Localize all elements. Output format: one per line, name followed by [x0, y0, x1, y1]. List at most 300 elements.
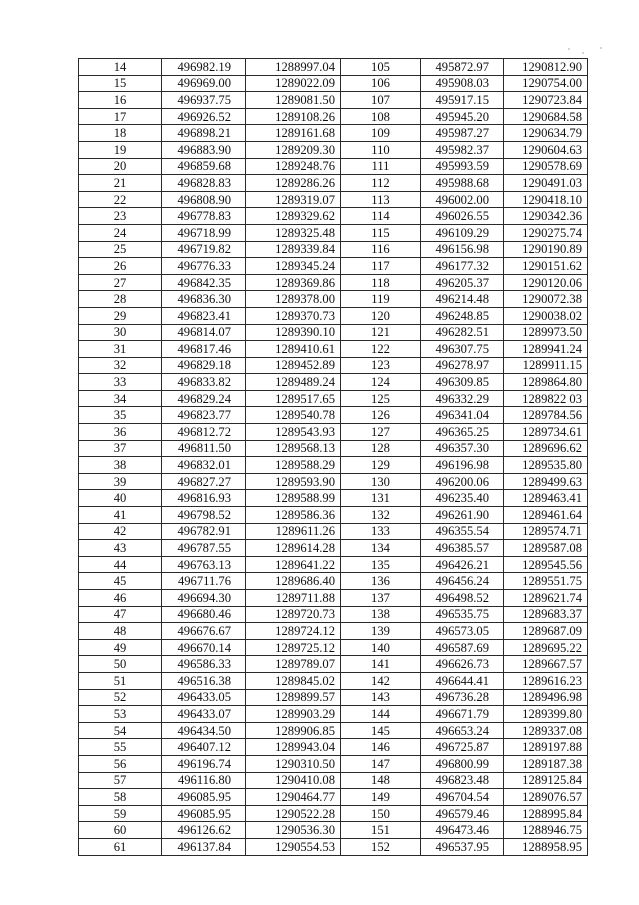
cell-y-coordinate: 1289076.57	[504, 789, 588, 806]
table-row	[79, 755, 588, 772]
cell-x-coordinate: 496537.95	[421, 838, 504, 855]
cell-y-coordinate: 1289108.26	[246, 108, 341, 125]
cell-point-number: 127	[341, 424, 421, 441]
cell-y-coordinate: 1290151.62	[504, 258, 588, 275]
cell-x-coordinate: 496823.77	[162, 407, 246, 424]
cell-point-number: 117	[341, 258, 421, 275]
cell-x-coordinate: 496898.21	[162, 125, 246, 142]
cell-x-coordinate: 496836.30	[162, 291, 246, 308]
cell-x-coordinate: 495917.15	[421, 92, 504, 109]
cell-y-coordinate: 1289551.75	[504, 573, 588, 590]
cell-point-number: 152	[341, 838, 421, 855]
cell-x-coordinate: 496883.90	[162, 141, 246, 158]
cell-point-number: 47	[79, 606, 162, 623]
cell-y-coordinate: 1289720.73	[246, 606, 341, 623]
cell-point-number: 138	[341, 606, 421, 623]
table-row	[79, 540, 588, 557]
cell-y-coordinate: 1289911.15	[504, 357, 588, 374]
table-row	[79, 424, 588, 441]
cell-y-coordinate: 1289499.63	[504, 473, 588, 490]
cell-x-coordinate: 496827.27	[162, 473, 246, 490]
cell-y-coordinate: 1290754.00	[504, 75, 588, 92]
table-row	[79, 739, 588, 756]
cell-y-coordinate: 1290536.30	[246, 822, 341, 839]
table-row	[79, 258, 588, 275]
scan-speck	[600, 47, 602, 49]
cell-y-coordinate: 1289667.57	[504, 656, 588, 673]
table-row	[79, 241, 588, 258]
cell-y-coordinate: 1289319.07	[246, 191, 341, 208]
cell-x-coordinate: 496969.00	[162, 75, 246, 92]
cell-point-number: 36	[79, 424, 162, 441]
table-row	[79, 457, 588, 474]
cell-point-number: 52	[79, 689, 162, 706]
cell-x-coordinate: 496763.13	[162, 556, 246, 573]
cell-x-coordinate: 496282.51	[421, 324, 504, 341]
cell-x-coordinate: 496579.46	[421, 805, 504, 822]
cell-y-coordinate: 1289197.88	[504, 739, 588, 756]
cell-y-coordinate: 1290723.84	[504, 92, 588, 109]
scan-speck	[568, 48, 570, 50]
cell-y-coordinate: 1289574.71	[504, 523, 588, 540]
cell-y-coordinate: 1290038.02	[504, 307, 588, 324]
table-row	[79, 573, 588, 590]
cell-point-number: 40	[79, 490, 162, 507]
cell-x-coordinate: 496926.52	[162, 108, 246, 125]
cell-x-coordinate: 496832.01	[162, 457, 246, 474]
cell-x-coordinate: 496736.28	[421, 689, 504, 706]
cell-x-coordinate: 496833.82	[162, 374, 246, 391]
cell-point-number: 119	[341, 291, 421, 308]
cell-x-coordinate: 496671.79	[421, 706, 504, 723]
table-row	[79, 623, 588, 640]
cell-point-number: 37	[79, 440, 162, 457]
cell-point-number: 125	[341, 390, 421, 407]
cell-y-coordinate: 1290604.63	[504, 141, 588, 158]
table-row	[79, 805, 588, 822]
cell-x-coordinate: 496817.46	[162, 341, 246, 358]
cell-point-number: 21	[79, 175, 162, 192]
cell-point-number: 136	[341, 573, 421, 590]
cell-x-coordinate: 495993.59	[421, 158, 504, 175]
table-row	[79, 307, 588, 324]
cell-point-number: 111	[341, 158, 421, 175]
cell-x-coordinate: 496829.24	[162, 390, 246, 407]
cell-x-coordinate: 496235.40	[421, 490, 504, 507]
cell-y-coordinate: 1290410.08	[246, 772, 341, 789]
cell-point-number: 126	[341, 407, 421, 424]
cell-x-coordinate: 496177.32	[421, 258, 504, 275]
cell-y-coordinate: 1289845.02	[246, 672, 341, 689]
table-row	[79, 722, 588, 739]
cell-x-coordinate: 496433.07	[162, 706, 246, 723]
cell-x-coordinate: 496341.04	[421, 407, 504, 424]
cell-x-coordinate: 496586.33	[162, 656, 246, 673]
cell-point-number: 31	[79, 341, 162, 358]
cell-x-coordinate: 496085.95	[162, 805, 246, 822]
cell-point-number: 115	[341, 224, 421, 241]
table-row	[79, 407, 588, 424]
cell-point-number: 24	[79, 224, 162, 241]
cell-point-number: 29	[79, 307, 162, 324]
cell-x-coordinate: 496214.48	[421, 291, 504, 308]
cell-y-coordinate: 1290491.03	[504, 175, 588, 192]
cell-point-number: 147	[341, 755, 421, 772]
cell-y-coordinate: 1289611.26	[246, 523, 341, 540]
cell-y-coordinate: 1289696.62	[504, 440, 588, 457]
cell-y-coordinate: 1289452.89	[246, 357, 341, 374]
cell-point-number: 116	[341, 241, 421, 258]
cell-y-coordinate: 1289378.00	[246, 291, 341, 308]
cell-point-number: 114	[341, 208, 421, 225]
cell-point-number: 120	[341, 307, 421, 324]
cell-x-coordinate: 496355.54	[421, 523, 504, 540]
cell-y-coordinate: 1289587.08	[504, 540, 588, 557]
table-row	[79, 507, 588, 524]
cell-point-number: 34	[79, 390, 162, 407]
cell-y-coordinate: 1288958.95	[504, 838, 588, 855]
cell-y-coordinate: 1289461.64	[504, 507, 588, 524]
table-row	[79, 772, 588, 789]
cell-y-coordinate: 1290464.77	[246, 789, 341, 806]
table-row	[79, 706, 588, 723]
cell-x-coordinate: 496357.30	[421, 440, 504, 457]
cell-y-coordinate: 1290418.10	[504, 191, 588, 208]
cell-x-coordinate: 496573.05	[421, 623, 504, 640]
cell-x-coordinate: 495988.68	[421, 175, 504, 192]
cell-y-coordinate: 1289329.62	[246, 208, 341, 225]
cell-point-number: 122	[341, 341, 421, 358]
cell-point-number: 112	[341, 175, 421, 192]
cell-y-coordinate: 1289496.98	[504, 689, 588, 706]
cell-y-coordinate: 1290578.69	[504, 158, 588, 175]
cell-y-coordinate: 1289543.93	[246, 424, 341, 441]
table-row	[79, 324, 588, 341]
cell-y-coordinate: 1289540.78	[246, 407, 341, 424]
cell-x-coordinate: 496859.68	[162, 158, 246, 175]
cell-point-number: 142	[341, 672, 421, 689]
cell-x-coordinate: 496823.41	[162, 307, 246, 324]
cell-point-number: 129	[341, 457, 421, 474]
cell-x-coordinate: 496126.62	[162, 822, 246, 839]
cell-y-coordinate: 1289022.09	[246, 75, 341, 92]
scan-speck	[582, 52, 584, 54]
cell-y-coordinate: 1289489.24	[246, 374, 341, 391]
cell-y-coordinate: 1289209.30	[246, 141, 341, 158]
cell-point-number: 46	[79, 590, 162, 607]
cell-x-coordinate: 496653.24	[421, 722, 504, 739]
cell-x-coordinate: 496842.35	[162, 274, 246, 291]
cell-point-number: 134	[341, 540, 421, 557]
cell-point-number: 107	[341, 92, 421, 109]
cell-point-number: 130	[341, 473, 421, 490]
cell-x-coordinate: 496823.48	[421, 772, 504, 789]
cell-x-coordinate: 496937.75	[162, 92, 246, 109]
cell-point-number: 14	[79, 59, 162, 76]
cell-x-coordinate: 495945.20	[421, 108, 504, 125]
cell-x-coordinate: 496798.52	[162, 507, 246, 524]
cell-x-coordinate: 496456.24	[421, 573, 504, 590]
cell-x-coordinate: 496365.25	[421, 424, 504, 441]
cell-y-coordinate: 1289683.37	[504, 606, 588, 623]
cell-point-number: 19	[79, 141, 162, 158]
cell-y-coordinate: 1289711.88	[246, 590, 341, 607]
cell-point-number: 132	[341, 507, 421, 524]
cell-point-number: 28	[79, 291, 162, 308]
cell-x-coordinate: 496800.99	[421, 755, 504, 772]
cell-x-coordinate: 496109.29	[421, 224, 504, 241]
cell-point-number: 105	[341, 59, 421, 76]
table-row	[79, 473, 588, 490]
table-row	[79, 639, 588, 656]
table-row	[79, 390, 588, 407]
cell-x-coordinate: 496261.90	[421, 507, 504, 524]
cell-point-number: 57	[79, 772, 162, 789]
cell-y-coordinate: 1289789.07	[246, 656, 341, 673]
cell-point-number: 23	[79, 208, 162, 225]
cell-point-number: 143	[341, 689, 421, 706]
table-row	[79, 75, 588, 92]
cell-point-number: 41	[79, 507, 162, 524]
cell-y-coordinate: 1289906.85	[246, 722, 341, 739]
cell-point-number: 58	[79, 789, 162, 806]
cell-point-number: 38	[79, 457, 162, 474]
cell-point-number: 109	[341, 125, 421, 142]
cell-y-coordinate: 1289339.84	[246, 241, 341, 258]
coordinates-table-body	[79, 59, 588, 856]
table-row	[79, 224, 588, 241]
cell-point-number: 53	[79, 706, 162, 723]
table-row	[79, 175, 588, 192]
table-row	[79, 556, 588, 573]
cell-y-coordinate: 1290554.53	[246, 838, 341, 855]
cell-y-coordinate: 1289695.22	[504, 639, 588, 656]
cell-point-number: 108	[341, 108, 421, 125]
table-row	[79, 838, 588, 855]
cell-point-number: 150	[341, 805, 421, 822]
cell-point-number: 43	[79, 540, 162, 557]
cell-y-coordinate: 1289616.23	[504, 672, 588, 689]
cell-x-coordinate: 496205.37	[421, 274, 504, 291]
table-row	[79, 656, 588, 673]
table-row	[79, 523, 588, 540]
cell-x-coordinate: 496778.83	[162, 208, 246, 225]
cell-y-coordinate: 1289903.29	[246, 706, 341, 723]
cell-x-coordinate: 496535.75	[421, 606, 504, 623]
cell-point-number: 113	[341, 191, 421, 208]
cell-point-number: 61	[79, 838, 162, 855]
cell-point-number: 59	[79, 805, 162, 822]
table-row	[79, 822, 588, 839]
cell-y-coordinate: 1289687.09	[504, 623, 588, 640]
cell-point-number: 131	[341, 490, 421, 507]
cell-point-number: 26	[79, 258, 162, 275]
cell-y-coordinate: 1290275.74	[504, 224, 588, 241]
cell-x-coordinate: 496829.18	[162, 357, 246, 374]
cell-x-coordinate: 496680.46	[162, 606, 246, 623]
cell-y-coordinate: 1288995.84	[504, 805, 588, 822]
cell-y-coordinate: 1289345.24	[246, 258, 341, 275]
cell-y-coordinate: 1289517.65	[246, 390, 341, 407]
cell-x-coordinate: 496434.50	[162, 722, 246, 739]
cell-x-coordinate: 496718.99	[162, 224, 246, 241]
cell-x-coordinate: 496498.52	[421, 590, 504, 607]
cell-y-coordinate: 1289125.84	[504, 772, 588, 789]
table-row	[79, 590, 588, 607]
cell-point-number: 16	[79, 92, 162, 109]
cell-y-coordinate: 1289725.12	[246, 639, 341, 656]
cell-y-coordinate: 1290190.89	[504, 241, 588, 258]
cell-x-coordinate: 496309.85	[421, 374, 504, 391]
cell-x-coordinate: 496725.87	[421, 739, 504, 756]
cell-point-number: 135	[341, 556, 421, 573]
cell-x-coordinate: 496156.98	[421, 241, 504, 258]
table-row	[79, 789, 588, 806]
cell-point-number: 30	[79, 324, 162, 341]
cell-point-number: 39	[79, 473, 162, 490]
cell-point-number: 110	[341, 141, 421, 158]
cell-point-number: 18	[79, 125, 162, 142]
cell-x-coordinate: 496626.73	[421, 656, 504, 673]
cell-point-number: 51	[79, 672, 162, 689]
cell-x-coordinate: 496407.12	[162, 739, 246, 756]
cell-x-coordinate: 496670.14	[162, 639, 246, 656]
cell-y-coordinate: 1289568.13	[246, 440, 341, 457]
table-row	[79, 490, 588, 507]
cell-x-coordinate: 496812.72	[162, 424, 246, 441]
cell-point-number: 145	[341, 722, 421, 739]
table-row	[79, 341, 588, 358]
cell-y-coordinate: 1289535.80	[504, 457, 588, 474]
cell-y-coordinate: 1290310.50	[246, 755, 341, 772]
cell-point-number: 106	[341, 75, 421, 92]
cell-point-number: 121	[341, 324, 421, 341]
cell-y-coordinate: 1290120.06	[504, 274, 588, 291]
cell-x-coordinate: 496811.50	[162, 440, 246, 457]
cell-point-number: 139	[341, 623, 421, 640]
cell-point-number: 146	[341, 739, 421, 756]
cell-x-coordinate: 496026.55	[421, 208, 504, 225]
cell-x-coordinate: 496433.05	[162, 689, 246, 706]
cell-x-coordinate: 495982.37	[421, 141, 504, 158]
cell-point-number: 149	[341, 789, 421, 806]
cell-point-number: 25	[79, 241, 162, 258]
cell-x-coordinate: 496704.54	[421, 789, 504, 806]
cell-y-coordinate: 1289081.50	[246, 92, 341, 109]
cell-x-coordinate: 496816.93	[162, 490, 246, 507]
cell-y-coordinate: 1289370.73	[246, 307, 341, 324]
cell-point-number: 118	[341, 274, 421, 291]
table-row	[79, 125, 588, 142]
cell-x-coordinate: 496644.41	[421, 672, 504, 689]
cell-point-number: 22	[79, 191, 162, 208]
table-row	[79, 440, 588, 457]
cell-x-coordinate: 496002.00	[421, 191, 504, 208]
cell-y-coordinate: 1289686.40	[246, 573, 341, 590]
table-row	[79, 606, 588, 623]
cell-y-coordinate: 1289641.22	[246, 556, 341, 573]
cell-point-number: 148	[341, 772, 421, 789]
cell-point-number: 48	[79, 623, 162, 640]
cell-y-coordinate: 1289337.08	[504, 722, 588, 739]
table-row	[79, 208, 588, 225]
cell-y-coordinate: 1290342.36	[504, 208, 588, 225]
cell-point-number: 27	[79, 274, 162, 291]
cell-x-coordinate: 496248.85	[421, 307, 504, 324]
cell-x-coordinate: 495908.03	[421, 75, 504, 92]
coordinates-table	[78, 58, 588, 856]
cell-y-coordinate: 1289784.56	[504, 407, 588, 424]
cell-point-number: 17	[79, 108, 162, 125]
cell-point-number: 141	[341, 656, 421, 673]
table-row	[79, 158, 588, 175]
cell-y-coordinate: 1288997.04	[246, 59, 341, 76]
cell-y-coordinate: 1288946.75	[504, 822, 588, 839]
cell-x-coordinate: 495872.97	[421, 59, 504, 76]
cell-x-coordinate: 496782.91	[162, 523, 246, 540]
cell-x-coordinate: 496137.84	[162, 838, 246, 855]
cell-y-coordinate: 1289941.24	[504, 341, 588, 358]
cell-point-number: 49	[79, 639, 162, 656]
cell-y-coordinate: 1289724.12	[246, 623, 341, 640]
cell-x-coordinate: 496473.46	[421, 822, 504, 839]
cell-y-coordinate: 1289973.50	[504, 324, 588, 341]
cell-y-coordinate: 1290634.79	[504, 125, 588, 142]
table-row	[79, 108, 588, 125]
cell-x-coordinate: 496776.33	[162, 258, 246, 275]
table-row	[79, 689, 588, 706]
cell-y-coordinate: 1289943.04	[246, 739, 341, 756]
cell-point-number: 144	[341, 706, 421, 723]
table-row	[79, 92, 588, 109]
cell-y-coordinate: 1289545.56	[504, 556, 588, 573]
table-row	[79, 141, 588, 158]
cell-point-number: 15	[79, 75, 162, 92]
cell-point-number: 33	[79, 374, 162, 391]
table-row	[79, 672, 588, 689]
table-row	[79, 59, 588, 76]
cell-point-number: 54	[79, 722, 162, 739]
cell-point-number: 140	[341, 639, 421, 656]
table-row	[79, 191, 588, 208]
table-row	[79, 274, 588, 291]
cell-x-coordinate: 496787.55	[162, 540, 246, 557]
cell-y-coordinate: 1289586.36	[246, 507, 341, 524]
cell-y-coordinate: 1289399.80	[504, 706, 588, 723]
cell-point-number: 42	[79, 523, 162, 540]
cell-x-coordinate: 496307.75	[421, 341, 504, 358]
cell-x-coordinate: 495987.27	[421, 125, 504, 142]
cell-x-coordinate: 496808.90	[162, 191, 246, 208]
cell-x-coordinate: 496516.38	[162, 672, 246, 689]
cell-x-coordinate: 496587.69	[421, 639, 504, 656]
cell-y-coordinate: 1289822 03	[504, 390, 588, 407]
cell-point-number: 137	[341, 590, 421, 607]
cell-point-number: 128	[341, 440, 421, 457]
cell-point-number: 44	[79, 556, 162, 573]
cell-y-coordinate: 1289588.99	[246, 490, 341, 507]
cell-x-coordinate: 496332.29	[421, 390, 504, 407]
cell-x-coordinate: 496116.80	[162, 772, 246, 789]
cell-x-coordinate: 496385.57	[421, 540, 504, 557]
cell-x-coordinate: 496200.06	[421, 473, 504, 490]
cell-point-number: 50	[79, 656, 162, 673]
cell-point-number: 56	[79, 755, 162, 772]
cell-point-number: 45	[79, 573, 162, 590]
cell-point-number: 32	[79, 357, 162, 374]
cell-y-coordinate: 1289621.74	[504, 590, 588, 607]
cell-point-number: 124	[341, 374, 421, 391]
